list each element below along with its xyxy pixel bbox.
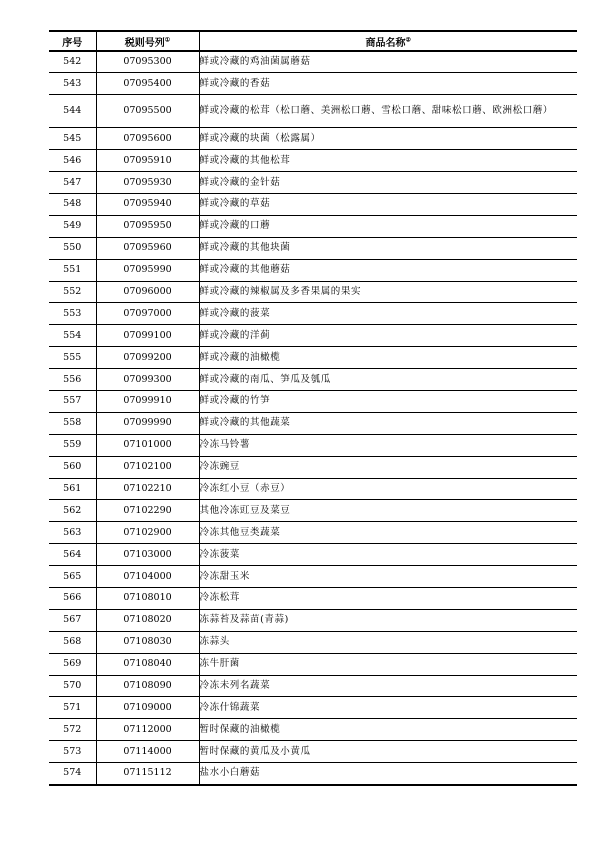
table-row bbox=[49, 763, 577, 785]
code-cell: 07112000 bbox=[96, 719, 199, 741]
name-cell: 鲜或冷藏的南瓜、笋瓜及瓠瓜 bbox=[199, 369, 577, 391]
table-header bbox=[49, 31, 577, 51]
tariff-table bbox=[49, 30, 577, 786]
name-cell: 冷冻什锦蔬菜 bbox=[199, 697, 577, 719]
code-cell: 07102290 bbox=[96, 500, 199, 522]
name-cell: 鲜或冷藏的鸡油菌属蘑菇 bbox=[199, 51, 577, 73]
name-cell: 鲜或冷藏的草菇 bbox=[199, 193, 577, 215]
seq-cell: 558 bbox=[49, 412, 96, 434]
code-cell: 07096000 bbox=[96, 281, 199, 303]
seq-cell: 542 bbox=[49, 51, 96, 73]
code-cell: 07095500 bbox=[96, 95, 199, 128]
code-cell: 07114000 bbox=[96, 741, 199, 763]
table-row bbox=[49, 325, 577, 347]
seq-cell: 562 bbox=[49, 500, 96, 522]
seq-cell: 544 bbox=[49, 95, 96, 128]
seq-cell: 555 bbox=[49, 347, 96, 369]
table-row bbox=[49, 741, 577, 763]
seq-cell: 563 bbox=[49, 522, 96, 544]
code-cell: 07102210 bbox=[96, 478, 199, 500]
code-cell: 07095400 bbox=[96, 73, 199, 95]
code-cell: 07108010 bbox=[96, 587, 199, 609]
name-cell: 冷冻松茸 bbox=[199, 587, 577, 609]
seq-cell: 567 bbox=[49, 609, 96, 631]
name-cell: 鲜或冷藏的其他块菌 bbox=[199, 237, 577, 259]
table-row bbox=[49, 237, 577, 259]
name-cell: 鲜或冷藏的松茸（松口蘑、美洲松口蘑、雪松口蘑、甜味松口蘑、欧洲松口蘑） bbox=[199, 95, 577, 128]
table-row bbox=[49, 500, 577, 522]
code-cell: 07099100 bbox=[96, 325, 199, 347]
name-cell: 鲜或冷藏的油橄榄 bbox=[199, 347, 577, 369]
seq-cell: 573 bbox=[49, 741, 96, 763]
name-cell: 鲜或冷藏的辣椒属及多香果属的果实 bbox=[199, 281, 577, 303]
code-cell: 07095300 bbox=[96, 51, 199, 73]
code-cell: 07097000 bbox=[96, 303, 199, 325]
code-cell: 07102100 bbox=[96, 456, 199, 478]
seq-cell: 566 bbox=[49, 587, 96, 609]
seq-cell: 548 bbox=[49, 193, 96, 215]
table-row bbox=[49, 215, 577, 237]
code-cell: 07095940 bbox=[96, 193, 199, 215]
header-name bbox=[199, 31, 577, 51]
code-cell: 07103000 bbox=[96, 544, 199, 566]
seq-cell: 553 bbox=[49, 303, 96, 325]
code-cell: 07099990 bbox=[96, 412, 199, 434]
code-cell: 07104000 bbox=[96, 566, 199, 588]
name-cell: 冷冻豌豆 bbox=[199, 456, 577, 478]
name-cell: 冷冻未列名蔬菜 bbox=[199, 675, 577, 697]
name-cell: 暂时保藏的黄瓜及小黄瓜 bbox=[199, 741, 577, 763]
code-cell: 07108090 bbox=[96, 675, 199, 697]
seq-cell: 546 bbox=[49, 150, 96, 172]
seq-cell: 547 bbox=[49, 172, 96, 194]
name-cell: 鲜或冷藏的块菌（松露属） bbox=[199, 128, 577, 150]
name-cell: 鲜或冷藏的金针菇 bbox=[199, 172, 577, 194]
table-row bbox=[49, 95, 577, 128]
seq-cell: 569 bbox=[49, 653, 96, 675]
table-row bbox=[49, 172, 577, 194]
table-row bbox=[49, 193, 577, 215]
table-body bbox=[49, 51, 577, 785]
code-cell: 07095910 bbox=[96, 150, 199, 172]
seq-cell: 568 bbox=[49, 631, 96, 653]
table-row bbox=[49, 412, 577, 434]
table-row bbox=[49, 697, 577, 719]
header-name-note: ② bbox=[405, 36, 411, 44]
seq-cell: 545 bbox=[49, 128, 96, 150]
table-row bbox=[49, 390, 577, 412]
code-cell: 07108020 bbox=[96, 609, 199, 631]
table-row bbox=[49, 675, 577, 697]
code-cell: 07099200 bbox=[96, 347, 199, 369]
table-row bbox=[49, 303, 577, 325]
table-row bbox=[49, 150, 577, 172]
seq-cell: 550 bbox=[49, 237, 96, 259]
header-code-label: 税则号列 bbox=[124, 37, 165, 49]
table-row bbox=[49, 259, 577, 281]
header-code bbox=[96, 31, 199, 51]
name-cell: 盐水小白蘑菇 bbox=[199, 763, 577, 785]
code-cell: 07095990 bbox=[96, 259, 199, 281]
name-cell: 冷冻菠菜 bbox=[199, 544, 577, 566]
seq-cell: 556 bbox=[49, 369, 96, 391]
seq-cell: 549 bbox=[49, 215, 96, 237]
table-row bbox=[49, 478, 577, 500]
name-cell: 鲜或冷藏的菠菜 bbox=[199, 303, 577, 325]
code-cell: 07095950 bbox=[96, 215, 199, 237]
table-row bbox=[49, 631, 577, 653]
table-row bbox=[49, 347, 577, 369]
table-row bbox=[49, 51, 577, 73]
header-seq-label: 序号 bbox=[62, 37, 83, 49]
table-row bbox=[49, 522, 577, 544]
name-cell: 冷冻甜玉米 bbox=[199, 566, 577, 588]
name-cell: 冷冻其他豆类蔬菜 bbox=[199, 522, 577, 544]
code-cell: 07095600 bbox=[96, 128, 199, 150]
table-row bbox=[49, 653, 577, 675]
seq-cell: 570 bbox=[49, 675, 96, 697]
name-cell: 鲜或冷藏的竹笋 bbox=[199, 390, 577, 412]
seq-cell: 565 bbox=[49, 566, 96, 588]
code-cell: 07108030 bbox=[96, 631, 199, 653]
name-cell: 鲜或冷藏的口蘑 bbox=[199, 215, 577, 237]
table-row bbox=[49, 434, 577, 456]
header-code-note: ① bbox=[164, 36, 171, 44]
table-row bbox=[49, 587, 577, 609]
seq-cell: 557 bbox=[49, 390, 96, 412]
code-cell: 07095930 bbox=[96, 172, 199, 194]
seq-cell: 559 bbox=[49, 434, 96, 456]
seq-cell: 572 bbox=[49, 719, 96, 741]
name-cell: 冷冻马铃薯 bbox=[199, 434, 577, 456]
header-name-label: 商品名称 bbox=[365, 37, 406, 49]
name-cell: 冻蒜头 bbox=[199, 631, 577, 653]
seq-cell: 551 bbox=[49, 259, 96, 281]
code-cell: 07109000 bbox=[96, 697, 199, 719]
table-row bbox=[49, 128, 577, 150]
name-cell: 鲜或冷藏的其他蔬菜 bbox=[199, 412, 577, 434]
name-cell: 冷冻红小豆（赤豆） bbox=[199, 478, 577, 500]
seq-cell: 560 bbox=[49, 456, 96, 478]
code-cell: 07099300 bbox=[96, 369, 199, 391]
table-row bbox=[49, 544, 577, 566]
table-row bbox=[49, 369, 577, 391]
seq-cell: 571 bbox=[49, 697, 96, 719]
name-cell: 鲜或冷藏的洋蓟 bbox=[199, 325, 577, 347]
name-cell: 暂时保藏的油橄榄 bbox=[199, 719, 577, 741]
table-row bbox=[49, 73, 577, 95]
table-row bbox=[49, 566, 577, 588]
seq-cell: 564 bbox=[49, 544, 96, 566]
code-cell: 07102900 bbox=[96, 522, 199, 544]
seq-cell: 552 bbox=[49, 281, 96, 303]
code-cell: 07108040 bbox=[96, 653, 199, 675]
table-row bbox=[49, 281, 577, 303]
seq-cell: 554 bbox=[49, 325, 96, 347]
name-cell: 冻牛肝菌 bbox=[199, 653, 577, 675]
seq-cell: 561 bbox=[49, 478, 96, 500]
table-row bbox=[49, 609, 577, 631]
header-seq bbox=[49, 31, 96, 51]
seq-cell: 543 bbox=[49, 73, 96, 95]
name-cell: 鲜或冷藏的香菇 bbox=[199, 73, 577, 95]
name-cell: 鲜或冷藏的其他松茸 bbox=[199, 150, 577, 172]
code-cell: 07095960 bbox=[96, 237, 199, 259]
name-cell: 冻蒜苔及蒜苗(青蒜) bbox=[199, 609, 577, 631]
name-cell: 鲜或冷藏的其他蘑菇 bbox=[199, 259, 577, 281]
code-cell: 07115112 bbox=[96, 763, 199, 785]
table-row bbox=[49, 719, 577, 741]
name-cell: 其他冷冻豇豆及菜豆 bbox=[199, 500, 577, 522]
code-cell: 07101000 bbox=[96, 434, 199, 456]
table-row bbox=[49, 456, 577, 478]
seq-cell: 574 bbox=[49, 763, 96, 785]
code-cell: 07099910 bbox=[96, 390, 199, 412]
header-row bbox=[49, 31, 577, 51]
